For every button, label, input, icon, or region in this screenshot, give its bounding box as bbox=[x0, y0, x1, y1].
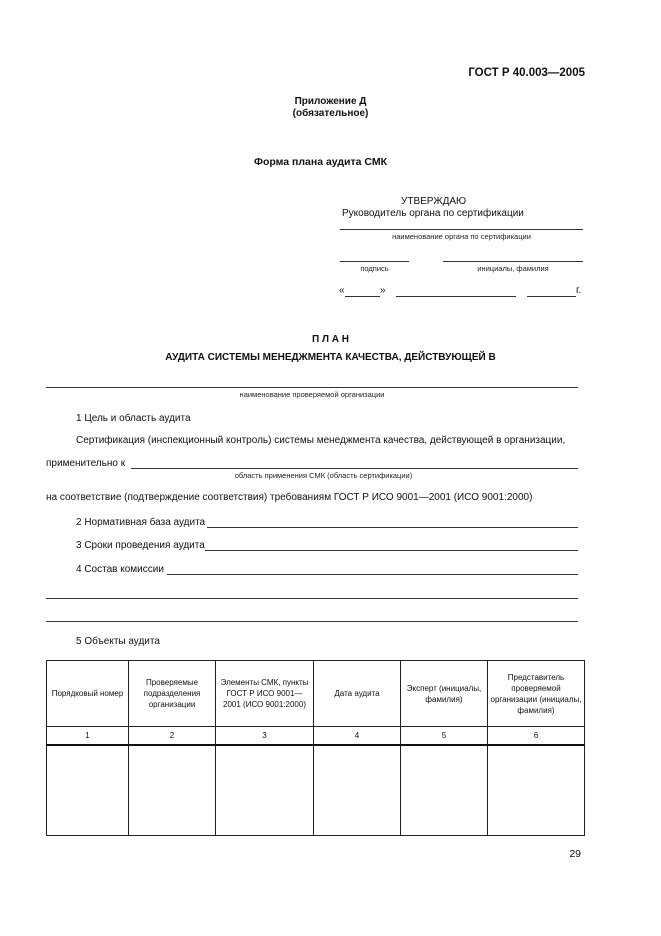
audit-dates-line[interactable] bbox=[205, 550, 578, 551]
page-number: 29 bbox=[569, 848, 581, 860]
section-2-title: 2 Нормативная база аудита bbox=[76, 517, 206, 528]
name-caption: инициалы, фамилия bbox=[477, 264, 549, 273]
header-audit-date: Дата аудита bbox=[314, 661, 401, 727]
approve-label: УТВЕРЖДАЮ bbox=[401, 196, 467, 207]
org-name-line[interactable] bbox=[340, 229, 583, 230]
section-4-title: 4 Состав комиссии bbox=[76, 564, 164, 575]
plan-title: П Л А Н bbox=[312, 334, 349, 345]
table-row bbox=[47, 745, 585, 836]
name-line[interactable] bbox=[443, 261, 583, 262]
section-1-text: Сертификация (инспекционный контроль) системы менеджмента качества, действующей в организации, bbox=[76, 435, 566, 446]
table-cell[interactable] bbox=[401, 745, 488, 836]
table-number-row bbox=[47, 727, 585, 746]
table-cell[interactable] bbox=[47, 745, 129, 836]
commission-line-3[interactable] bbox=[46, 621, 578, 622]
appendix-title: Приложение Д bbox=[294, 96, 367, 107]
commission-line-2[interactable] bbox=[46, 598, 578, 599]
date-day-line[interactable] bbox=[345, 296, 380, 297]
header-qms-elements: Элементы СМК, пункты ГОСТ Р ИСО 9001—2001 (ИСО 9001:2000) bbox=[216, 661, 314, 727]
audit-objects-table bbox=[46, 660, 585, 836]
audited-org-line[interactable] bbox=[46, 387, 578, 388]
applicable-label: применительно к bbox=[46, 458, 126, 469]
org-name-caption: наименование органа по сертификации bbox=[392, 232, 531, 241]
column-number: 4 bbox=[314, 727, 401, 746]
table-cell[interactable] bbox=[129, 745, 216, 836]
scope-line[interactable] bbox=[131, 468, 578, 469]
table-header-row bbox=[47, 661, 585, 727]
table-cell[interactable] bbox=[314, 745, 401, 836]
appendix-status: (обязательное) bbox=[292, 108, 369, 119]
conformity-text: на соответствие (подтверждение соответствия) требованиям ГОСТ Р ИСО 9001—2001 (ИСО 9001:2000) bbox=[46, 492, 533, 503]
table-cell[interactable] bbox=[488, 745, 585, 836]
date-month-line[interactable] bbox=[396, 296, 516, 297]
section-5-title: 5 Объекты аудита bbox=[76, 636, 160, 647]
date-quote-open: « bbox=[339, 285, 345, 296]
column-number: 6 bbox=[488, 727, 585, 746]
plan-subtitle: АУДИТА СИСТЕМЫ МЕНЕДЖМЕНТА КАЧЕСТВА, ДЕЙСТВУЮЩЕЙ В bbox=[165, 352, 496, 363]
date-year-line[interactable] bbox=[527, 296, 576, 297]
header-serial-number: Порядковый номер bbox=[47, 661, 129, 727]
column-number: 3 bbox=[216, 727, 314, 746]
column-number: 2 bbox=[129, 727, 216, 746]
approver-title: Руководитель органа по сертификации bbox=[342, 208, 524, 219]
year-suffix: г. bbox=[576, 285, 582, 296]
scope-caption: область применения СМК (область сертификации) bbox=[234, 471, 413, 480]
table-cell[interactable] bbox=[216, 745, 314, 836]
form-title: Форма плана аудита СМК bbox=[253, 156, 388, 168]
section-3-title: 3 Сроки проведения аудита bbox=[76, 540, 205, 551]
audited-org-caption: наименование проверяемой организации bbox=[239, 390, 385, 399]
column-number: 5 bbox=[401, 727, 488, 746]
date-quote-close: » bbox=[380, 285, 386, 296]
column-number: 1 bbox=[47, 727, 129, 746]
section-1-title: 1 Цель и область аудита bbox=[76, 413, 191, 424]
header-expert: Эксперт (инициалы, фамилия) bbox=[401, 661, 488, 727]
signature-line[interactable] bbox=[340, 261, 409, 262]
standard-number: ГОСТ Р 40.003—2005 bbox=[468, 67, 585, 79]
header-representative: Представитель проверяемой организации (инициалы, фамилия) bbox=[488, 661, 585, 727]
commission-line-1[interactable] bbox=[167, 574, 578, 575]
signature-caption: подпись bbox=[360, 264, 389, 273]
normative-base-line[interactable] bbox=[207, 527, 578, 528]
header-departments: Проверяемые подразделения организации bbox=[129, 661, 216, 727]
